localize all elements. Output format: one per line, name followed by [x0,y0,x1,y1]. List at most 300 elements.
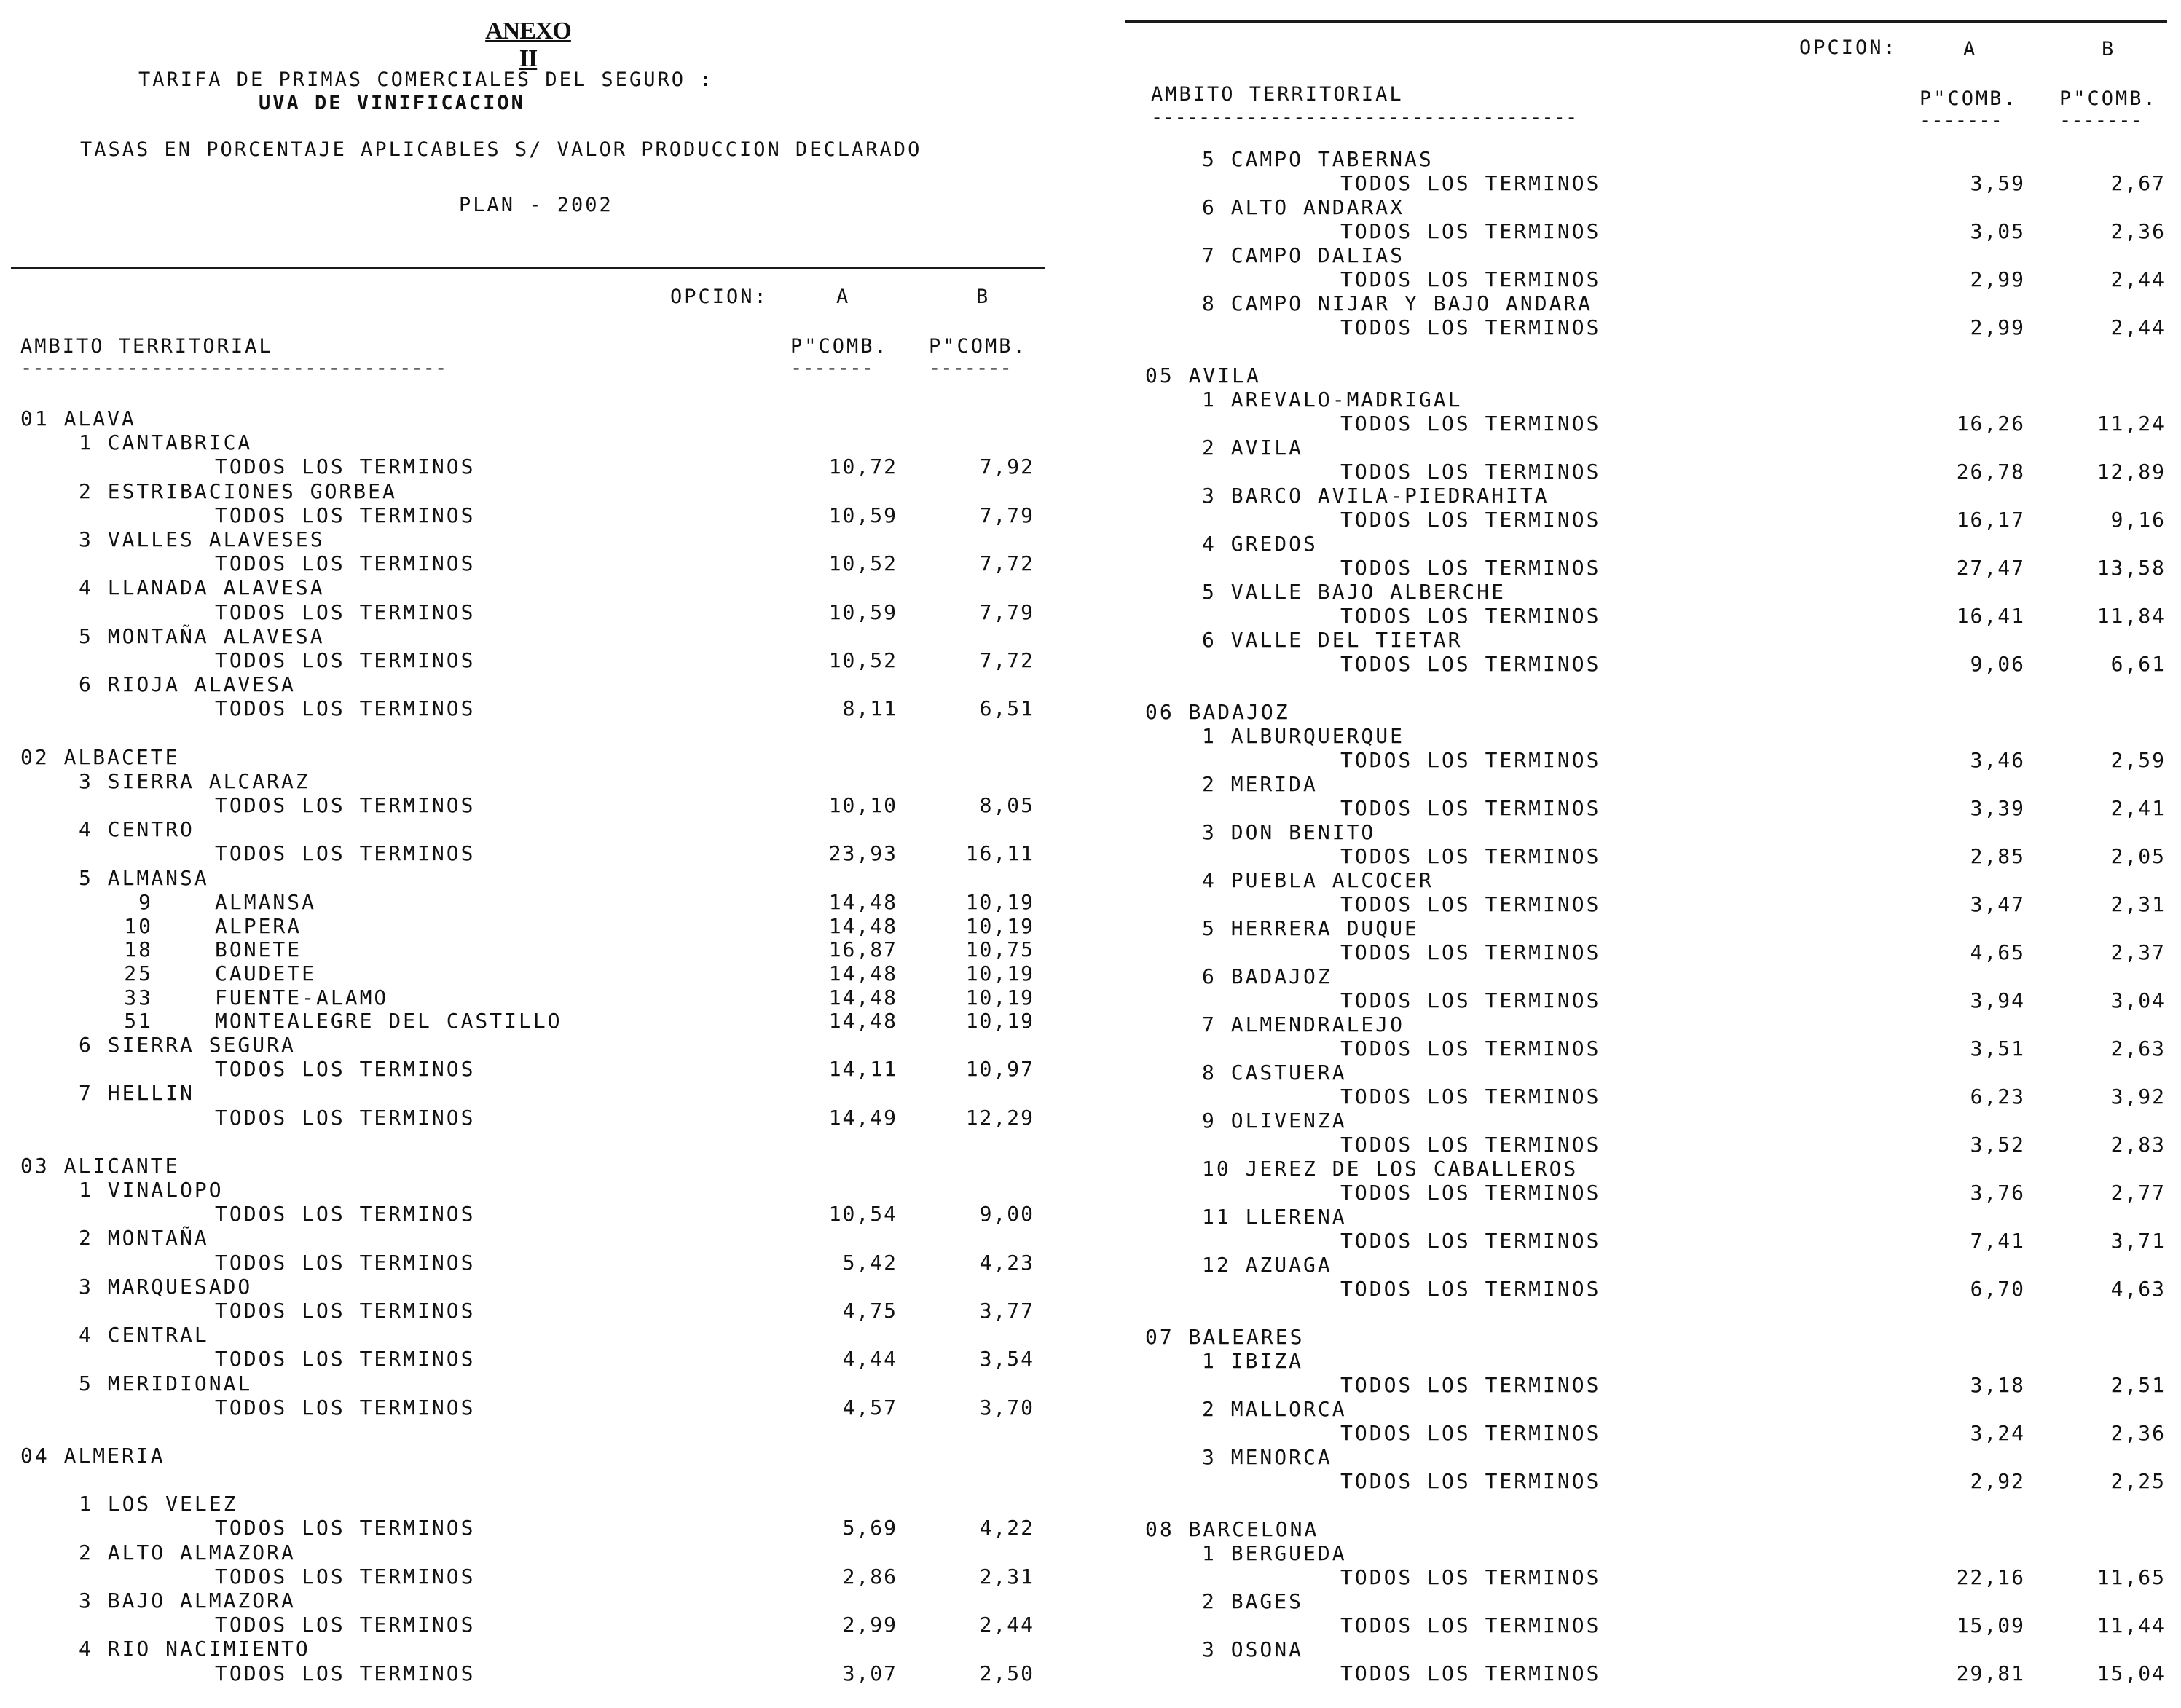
row-label: 5 MONTAÑA ALAVESA [79,623,325,648]
rate-option-b: 2,31 [979,1564,1034,1589]
row-label: 4 GREDOS [1202,532,1318,556]
term-row [1125,412,2174,436]
row-label: 4 CENTRO [79,817,194,842]
rate-option-b: 10,19 [965,889,1034,914]
comarca-row [0,1226,1049,1251]
row-label: 5 MERIDIONAL [79,1371,253,1396]
comarca-row [0,769,1049,794]
rate-option-b: 3,54 [979,1347,1034,1371]
rate-option-a: 3,46 [1970,748,2025,772]
row-label: TODOS LOS TERMINOS [215,503,476,527]
comarca-row [0,624,1049,649]
row-label: 7 CAMPO DALIAS [1202,243,1405,267]
province-row [0,1444,1049,1468]
row-label: TODOS LOS TERMINOS [1340,219,1601,243]
rate-option-b: 2,25 [2110,1469,2166,1493]
rate-option-b: 16,11 [965,841,1034,866]
rate-option-b: 6,61 [2110,652,2166,676]
row-label: CAUDETE [215,961,317,985]
municipality-code: 18 [124,937,153,962]
comarca-row [0,1371,1049,1396]
rate-option-a: 2,92 [1970,1469,2025,1493]
rate-option-a: 6,23 [1970,1085,2025,1109]
term-row [1125,1085,2174,1109]
term-row [0,1057,1049,1082]
rate-option-b: 2,44 [2110,315,2166,339]
row-label: 10 JEREZ DE LOS CABALLEROS [1202,1157,1579,1181]
term-row [1125,1036,2174,1061]
rate-option-a: 9,06 [1970,652,2025,676]
rate-option-a: 15,09 [1956,1613,2025,1637]
row-label: TODOS LOS TERMINOS [1340,604,1601,628]
rate-option-a: 3,94 [1970,988,2025,1012]
rate-option-a: 16,17 [1956,508,2025,532]
term-row [0,551,1049,576]
left-column [0,0,1064,1708]
row-label: TODOS LOS TERMINOS [1340,1181,1601,1205]
ambito-underline: ------------------------------------ [1151,106,1578,129]
rate-option-a: 23,93 [828,841,897,866]
rate-option-a: 2,99 [1970,315,2025,339]
term-row [0,1202,1049,1227]
comarca-row [0,1323,1049,1347]
row-label: 6 BADAJOZ [1202,964,1332,988]
ambito-heading: AMBITO TERRITORIAL [1151,83,1404,106]
row-label: TODOS LOS TERMINOS [1340,1133,1601,1157]
rate-option-a: 10,52 [828,551,897,576]
row-label: TODOS LOS TERMINOS [215,1347,476,1371]
rate-option-a: 3,51 [1970,1036,2025,1060]
row-label: TODOS LOS TERMINOS [215,696,476,721]
rate-option-a: 26,78 [1956,460,2025,484]
rate-option-b: 6,51 [979,696,1034,721]
term-row [0,914,1049,939]
term-row [1125,460,2174,484]
row-label: TODOS LOS TERMINOS [215,1516,476,1540]
rate-option-a: 2,99 [1970,267,2025,291]
row-label: 1 ALBURQUERQUE [1202,724,1405,748]
comarca-row [1125,628,2174,653]
row-label: 2 BAGES [1202,1589,1304,1613]
pcomb-b-underline: ------- [929,357,1012,379]
term-row [0,1009,1049,1034]
rate-option-b: 2,59 [2110,748,2166,772]
rate-option-a: 2,99 [842,1613,897,1637]
option-a-label: A [1963,38,1978,60]
province-row [0,745,1049,770]
province-row [1125,1517,2174,1542]
term-row [0,600,1049,625]
option-b-label: B [2102,38,2116,60]
rate-option-a: 8,11 [842,696,897,721]
row-label: 5 VALLE BAJO ALBERCHE [1202,580,1506,604]
row-label: TODOS LOS TERMINOS [1340,1613,1601,1637]
row-label: TODOS LOS TERMINOS [1340,1373,1601,1397]
rate-option-b: 9,00 [979,1202,1034,1227]
province-row [1125,363,2174,388]
comarca-row [0,1275,1049,1299]
province-row [0,1154,1049,1178]
term-row [0,1565,1049,1589]
rate-option-b: 10,19 [965,961,1034,985]
rate-option-b: 15,04 [2096,1661,2166,1685]
term-row [1125,652,2174,677]
term-row [1125,1469,2174,1494]
row-label: 6 VALLE DEL TIETAR [1202,628,1463,652]
rate-option-a: 16,41 [1956,604,2025,628]
row-label: TODOS LOS TERMINOS [215,793,476,817]
row-label: 4 CENTRAL [79,1323,209,1347]
rate-option-a: 4,65 [1970,940,2025,964]
rate-option-b: 7,72 [979,551,1034,576]
rate-option-b: 11,65 [2096,1565,2166,1589]
term-row [0,1299,1049,1323]
rate-option-b: 3,92 [2110,1085,2166,1109]
plan-label: PLAN - 2002 [459,194,613,216]
rate-option-b: 7,79 [979,503,1034,527]
row-label: TODOS LOS TERMINOS [1340,1085,1601,1109]
province-row [0,406,1049,431]
row-label: TODOS LOS TERMINOS [1340,1036,1601,1060]
row-label: TODOS LOS TERMINOS [1340,892,1601,916]
comarca-row [1125,195,2174,220]
term-row [1125,1373,2174,1398]
row-label: TODOS LOS TERMINOS [1340,1469,1601,1493]
row-label: TODOS LOS TERMINOS [1340,844,1601,868]
row-label: TODOS LOS TERMINOS [1340,508,1601,532]
row-label: 9 OLIVENZA [1202,1109,1347,1133]
row-label: BONETE [215,937,302,962]
term-row [0,841,1049,866]
term-row [0,1251,1049,1275]
province-row [1125,1325,2174,1350]
term-row [1125,315,2174,340]
pcomb-a-underline: ------- [790,357,873,379]
comarca-row [1125,964,2174,989]
rate-option-b: 3,70 [979,1395,1034,1420]
row-label: TODOS LOS TERMINOS [215,551,476,576]
row-label: 5 CAMPO TABERNAS [1202,147,1434,171]
row-label: TODOS LOS TERMINOS [215,1564,476,1589]
term-row [0,648,1049,673]
term-row [1125,1181,2174,1205]
rate-option-b: 2,44 [979,1613,1034,1637]
comarca-row [1125,1157,2174,1181]
comarca-row [1125,1397,2174,1422]
comarca-row [0,817,1049,842]
rate-option-a: 14,48 [828,913,897,938]
row-label: 2 MERIDA [1202,772,1318,796]
term-row [1125,988,2174,1013]
rate-option-a: 3,47 [1970,892,2025,916]
comarca-row [1125,1060,2174,1085]
term-row [1125,219,2174,244]
rate-option-a: 14,49 [828,1105,897,1130]
term-row [1125,604,2174,629]
row-label: 3 VALLES ALAVESES [79,527,325,551]
comarca-row [0,1178,1049,1203]
row-label: TODOS LOS TERMINOS [215,1202,476,1227]
term-row [1125,508,2174,532]
rate-option-b: 4,22 [979,1516,1034,1540]
rate-option-a: 16,26 [1956,412,2025,436]
rate-option-b: 2,31 [2110,892,2166,916]
rate-option-b: 2,44 [2110,267,2166,291]
rate-option-a: 14,48 [828,889,897,914]
row-label: 1 LOS VELEZ [79,1492,238,1516]
term-row [1125,748,2174,773]
rate-option-b: 10,19 [965,913,1034,938]
term-row [1125,1229,2174,1254]
term-row [1125,1133,2174,1157]
municipality-code: 33 [124,985,153,1010]
rate-option-a: 2,86 [842,1564,897,1589]
rate-option-a: 10,59 [828,503,897,527]
row-label: TODOS LOS TERMINOS [1340,460,1601,484]
row-label: 3 DON BENITO [1202,820,1376,844]
row-label: 4 PUEBLA ALCOCER [1202,868,1434,892]
product-title: UVA DE VINIFICACION [259,92,525,114]
row-label: 2 MONTAÑA [79,1226,209,1251]
tariff-title: TARIFA DE PRIMAS COMERCIALES DEL SEGURO : [138,68,714,91]
rate-option-a: 3,07 [842,1661,897,1685]
row-label: 11 LLERENA [1202,1205,1347,1229]
row-label: TODOS LOS TERMINOS [215,1661,476,1685]
rate-option-a: 14,11 [828,1057,897,1082]
row-label: TODOS LOS TERMINOS [215,1057,476,1082]
comarca-row [1125,1349,2174,1374]
term-row [1125,1661,2174,1686]
row-label: 6 SIERRA SEGURA [79,1033,296,1057]
row-label: 2 ALTO ALMAZORA [79,1540,296,1565]
rate-option-b: 2,41 [2110,796,2166,820]
rate-option-b: 3,71 [2110,1229,2166,1253]
right-column [1125,0,2181,1708]
row-label: 1 BERGUEDA [1202,1541,1347,1565]
comarca-row [1125,436,2174,460]
term-row [1125,1565,2174,1590]
term-row [0,696,1049,721]
comarca-row [1125,387,2174,412]
rate-option-b: 12,89 [2096,460,2166,484]
rate-option-a: 27,47 [1956,556,2025,580]
rate-option-b: 2,77 [2110,1181,2166,1205]
rate-option-b: 2,37 [2110,940,2166,964]
comarca-row [1125,1109,2174,1133]
rate-option-b: 2,36 [2110,1421,2166,1445]
pcomb-a-underline: ------- [1919,109,2003,132]
row-label: 03 ALICANTE [20,1153,180,1178]
rate-option-a: 6,70 [1970,1277,2025,1301]
comarca-row [0,1081,1049,1106]
row-label: TODOS LOS TERMINOS [215,648,476,672]
rate-option-b: 2,36 [2110,219,2166,243]
comarca-row [1125,1637,2174,1662]
rate-option-a: 4,75 [842,1299,897,1323]
row-label: TODOS LOS TERMINOS [1340,556,1601,580]
ambito-heading: AMBITO TERRITORIAL [20,335,273,358]
comarca-row [1125,1253,2174,1278]
rate-option-b: 10,97 [965,1057,1034,1082]
rate-option-b: 7,92 [979,454,1034,479]
row-label: 02 ALBACETE [20,744,180,769]
comarca-row [1125,532,2174,556]
rate-option-b: 10,75 [965,937,1034,962]
rate-option-b: 11,24 [2096,412,2166,436]
term-row [0,793,1049,818]
term-row [0,503,1049,528]
row-label: MONTEALEGRE DEL CASTILLO [215,1009,562,1034]
row-label: TODOS LOS TERMINOS [215,1299,476,1323]
rates-subtitle: TASAS EN PORCENTAJE APLICABLES S/ VALOR PRODUCCION DECLARADO [80,138,922,161]
rate-option-a: 10,54 [828,1202,897,1227]
rate-option-b: 2,83 [2110,1133,2166,1157]
row-label: TODOS LOS TERMINOS [1340,267,1601,291]
row-label: 8 CASTUERA [1202,1060,1347,1085]
rate-option-b: 7,72 [979,648,1034,672]
comarca-row [1125,291,2174,316]
row-label: 05 AVILA [1145,363,1261,387]
row-label: 1 CANTABRICA [79,430,253,455]
rate-option-a: 4,57 [842,1395,897,1420]
comarca-row [1125,724,2174,749]
row-label: 2 ESTRIBACIONES GORBEA [79,479,397,503]
comarca-row [1125,820,2174,845]
comarca-row [0,527,1049,552]
comarca-row [1125,772,2174,797]
row-label: 7 HELLIN [79,1081,194,1106]
ambito-underline: ------------------------------------ [20,357,447,379]
rate-option-a: 29,81 [1956,1661,2025,1685]
comarca-row [1125,868,2174,893]
row-label: 3 SIERRA ALCARAZ [79,768,310,793]
term-row [1125,171,2174,196]
row-label: ALMANSA [215,889,317,914]
row-label: 6 RIOJA ALAVESA [79,672,296,697]
rate-option-a: 10,59 [828,599,897,624]
term-row [1125,940,2174,965]
opcion-label: OPCION: [1799,36,1898,59]
rate-option-b: 4,23 [979,1250,1034,1275]
comarca-row [0,575,1049,600]
row-label: FUENTE-ALAMO [215,985,389,1010]
rate-option-b: 3,04 [2110,988,2166,1012]
term-row [1125,1613,2174,1638]
row-label: 1 AREVALO-MADRIGAL [1202,387,1463,412]
row-label: TODOS LOS TERMINOS [1340,1277,1601,1301]
rate-option-b: 7,79 [979,599,1034,624]
term-row [1125,1277,2174,1302]
municipality-code: 25 [124,961,153,985]
row-label: TODOS LOS TERMINOS [1340,1421,1601,1445]
row-label: 3 BARCO AVILA-PIEDRAHITA [1202,484,1549,508]
comarca-row [0,1492,1049,1516]
row-label: TODOS LOS TERMINOS [215,454,476,479]
comarca-row [0,672,1049,697]
term-row [0,890,1049,915]
rate-option-b: 12,29 [965,1105,1034,1130]
rate-option-b: 2,51 [2110,1373,2166,1397]
row-label: 3 MARQUESADO [79,1274,253,1299]
rate-option-b: 13,58 [2096,556,2166,580]
rate-option-a: 3,76 [1970,1181,2025,1205]
term-row [0,1106,1049,1130]
term-row [1125,267,2174,292]
row-label: 07 BALEARES [1145,1325,1305,1349]
pcomb-a-heading: P"COMB. [790,335,889,358]
row-label: TODOS LOS TERMINOS [215,1613,476,1637]
rate-option-a: 7,41 [1970,1229,2025,1253]
row-label: TODOS LOS TERMINOS [1340,748,1601,772]
row-label: 2 MALLORCA [1202,1397,1347,1421]
term-row [1125,844,2174,869]
annex-title: ANEXO II [485,17,571,72]
comarca-row [1125,1445,2174,1470]
municipality-code: 51 [124,1009,153,1034]
comarca-row [0,866,1049,891]
rate-option-b: 10,19 [965,1009,1034,1034]
row-label: 8 CAMPO NIJAR Y BAJO ANDARA [1202,291,1593,315]
comarca-row [0,479,1049,504]
term-row [0,1396,1049,1420]
rate-option-b: 2,50 [979,1661,1034,1685]
comarca-row [0,1637,1049,1661]
rate-option-a: 14,48 [828,985,897,1010]
term-row [0,1613,1049,1637]
rate-option-a: 10,72 [828,454,897,479]
opcion-label: OPCION: [670,286,769,308]
rate-option-b: 4,63 [2110,1277,2166,1301]
term-row [0,454,1049,479]
row-label: TODOS LOS TERMINOS [1340,796,1601,820]
row-label: TODOS LOS TERMINOS [1340,940,1601,964]
term-row [0,1347,1049,1371]
row-label: 3 MENORCA [1202,1445,1332,1469]
rate-option-a: 3,18 [1970,1373,2025,1397]
pcomb-b-heading: P"COMB. [929,335,1027,358]
row-label: TODOS LOS TERMINOS [1340,1565,1601,1589]
term-row [0,961,1049,986]
pcomb-a-heading: P"COMB. [1919,87,2018,110]
row-label: TODOS LOS TERMINOS [215,841,476,866]
term-row [0,1661,1049,1686]
rate-option-a: 5,42 [842,1250,897,1275]
rate-option-a: 10,52 [828,648,897,672]
term-row [0,985,1049,1010]
row-label: 06 BADAJOZ [1145,700,1290,724]
comarca-row [0,1033,1049,1058]
row-label: 12 AZUAGA [1202,1253,1332,1277]
row-label: TODOS LOS TERMINOS [1340,1661,1601,1685]
rate-option-a: 14,48 [828,1009,897,1034]
rate-option-b: 2,67 [2110,171,2166,195]
row-label: 4 RIO NACIMIENTO [79,1637,310,1661]
rate-option-a: 3,52 [1970,1133,2025,1157]
row-label: 1 VINALOPO [79,1178,224,1202]
row-label: 2 AVILA [1202,436,1304,460]
comarca-row [1125,1205,2174,1229]
row-label: ALPERA [215,913,302,938]
row-label: TODOS LOS TERMINOS [215,599,476,624]
row-label: TODOS LOS TERMINOS [1340,988,1601,1012]
comarca-row [1125,147,2174,172]
row-label: TODOS LOS TERMINOS [215,1105,476,1130]
row-label: TODOS LOS TERMINOS [1340,1229,1601,1253]
row-label: 08 BARCELONA [1145,1517,1319,1541]
rate-option-b: 3,77 [979,1299,1034,1323]
rate-option-b: 11,44 [2096,1613,2166,1637]
term-row [1125,892,2174,917]
